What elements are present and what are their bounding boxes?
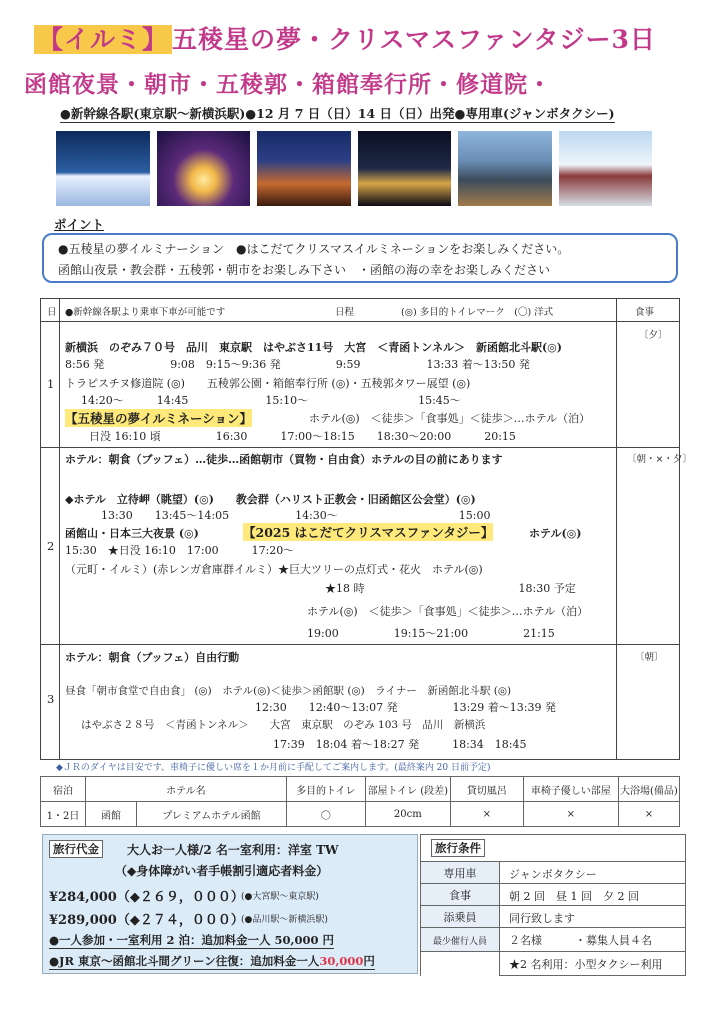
col-meal-header: 食事: [635, 307, 655, 318]
schedule-header-marks: (◎) 多目的トイレマーク (〇) 洋式: [401, 307, 554, 318]
day1-line1: 新横浜 のぞみ７０号 品川 東京駅 はやぶさ11号 大宮 ＜青函トンネル＞ 新函館北斗駅(◎): [65, 341, 562, 354]
condition-key: 添乗員: [421, 906, 500, 928]
day1-line2-times: 14:20〜 14:45 15:10〜 15:45〜: [81, 394, 461, 407]
day1-line3-times: 日没 16:10 頃 16:30 17:00〜18:15 18:30〜20:00 20:15: [89, 430, 516, 443]
condition-row-vehicle: [421, 861, 685, 884]
day2-christmas-fantasy-highlight: 【2025 はこだてクリスマスファンタジー】: [243, 525, 494, 540]
hotel-th-wheelchair-room: 車椅子優しい部屋: [523, 777, 618, 802]
condition-row-guide: [421, 905, 685, 928]
day2-line4-times: 19:00 19:15〜21:00 21:15: [307, 627, 555, 640]
page-title: [34, 20, 656, 56]
condition-key: 専用車: [421, 862, 500, 884]
day2-line1: ◆ホテル 立待岬（眺望）(◎) 教会群（ハリスト正教会・旧函館区公会堂）(◎): [65, 493, 476, 506]
hotel-th-name: ホテル名: [86, 777, 287, 802]
hakodate-cityscape-photo: [458, 131, 552, 206]
condition-value: 同行致します: [509, 912, 575, 925]
hotel-stay-days: 1・2日: [41, 802, 86, 827]
hotel-city: 函館: [86, 802, 137, 827]
condition-value: ２名様 ・募集人員４名: [509, 934, 652, 947]
day3-line1: 昼食「朝市食堂で自由食」 (◎) ホテル(◎)＜徒歩＞函館駅 (◎) ライナー 新函館北斗駅 (◎): [65, 685, 512, 697]
price-green-car-unit: 円: [363, 954, 375, 968]
price-green-car-text: ●JR 東京〜函館北斗間グリーン往復：追加料金一人: [49, 954, 320, 968]
points-label: ポイント: [54, 217, 105, 232]
goryokaku-snow-photo: [56, 131, 150, 206]
condition-row-min-participants: [421, 927, 685, 952]
day3-meal: 〔朝〕: [635, 652, 664, 663]
page-subtitle: 函館夜景・朝市・五稜郭・箱館奉行所・修道院・: [24, 71, 552, 98]
conditions-box: [420, 834, 686, 976]
jr-timetable-note: ◆ＪＲのダイヤは目安です、車椅子に優しい席を１か月前に手配してご案内します。(最終案内 20 日前予定): [56, 763, 491, 773]
schedule-header-center: 日程: [335, 307, 355, 318]
price-label: 旅行代金: [49, 840, 103, 858]
day2-line0: ホテル：朝食（ブッフェ）…徒歩…函館朝市（買物・自由食）ホテルの目の前にあります: [65, 453, 503, 466]
day2-number: 2: [47, 539, 55, 553]
day3-line2-times: 17:39 18:04 着〜18:27 発 18:34 18:45: [273, 738, 527, 751]
hotel-th-room-toilet: 部屋トイレ (段差): [365, 777, 450, 802]
condition-key: 食事: [421, 884, 500, 906]
day2-line2: 函館山・日本三大夜景 (◎): [65, 527, 199, 540]
day2-line2-times: 15:30 ★日没 16:10 17:00 17:20〜: [65, 544, 295, 557]
hotel-th-large-bath: 大浴場(備品): [618, 777, 679, 802]
condition-value: ジャンボタクシー: [509, 868, 597, 881]
photo-strip: [56, 131, 652, 206]
day1-line2: トラピスチヌ修道院 (◎) 五稜郭公園・箱館奉行所 (◎)・五稜郭タワー展望 (◎): [65, 377, 471, 390]
hotel-room-toilet: 20cm: [365, 802, 450, 827]
day2-line3-times: ★18 時 18:30 予定: [325, 582, 576, 595]
price-amount-2-note: (●品川駅〜新横浜駅): [241, 915, 328, 925]
points-line-2: 函館山夜景・教会群・五稜郭・朝市をお楽しみ下さい ・函館の海の幸をお楽しみください: [58, 263, 551, 277]
day3-line2: はやぶさ２８号 ＜青函トンネル＞ 大宮 東京駅 のぞみ 103 号 品川 新横浜: [81, 719, 486, 731]
price-green-car-amount: 30,000: [319, 954, 364, 968]
price-line2: （◆身体障がい者手帳割引適応者料金）: [115, 864, 329, 878]
price-amount-2: ¥289,000（◆２７４，０００）: [49, 913, 244, 928]
col-day-header: 日: [47, 307, 57, 318]
day2-line3: （元町・イルミ）(赤レンガ倉庫群イルミ）★巨大ツリーの点灯式・花火 ホテル(◎): [65, 563, 483, 576]
schedule-table: [40, 298, 692, 760]
title-tag: 【イルミ】: [34, 25, 172, 54]
hotel-th-stay: 宿泊: [41, 777, 86, 802]
conditions-label: 旅行条件: [431, 839, 485, 857]
day1-illumination-highlight: 【五稜星の夢イルミネーション】: [65, 411, 253, 426]
hotel-large-bath: ×: [618, 802, 679, 827]
day3-line0: ホテル：朝食（ブッフェ）自由行動: [65, 651, 240, 664]
hotel-private-bath: ×: [450, 802, 523, 827]
condition-value: 朝 2 回 昼 1 回 夕 2 回: [509, 890, 639, 903]
hotel-multi-toilet: 〇: [286, 802, 365, 827]
hotel-wheelchair-room: ×: [523, 802, 618, 827]
condition-row-meals: [421, 883, 685, 906]
price-line1: 大人お一人様/2 名一室利用：洋室 TW: [127, 843, 339, 857]
condition-extra: ★2 名利用：小型タクシー利用: [509, 958, 663, 971]
condition-row-extra: [421, 951, 685, 976]
bugyosho-snow-photo: [559, 131, 653, 206]
day1-number: 1: [47, 377, 55, 391]
price-amount-1: ¥284,000（◆２６９，０００）: [49, 890, 244, 905]
christmas-tree-photo: [157, 131, 251, 206]
price-green-car: [49, 953, 375, 970]
points-box: [42, 233, 678, 283]
price-box: [42, 834, 418, 974]
hotel-name: プレミアムホテル函館: [137, 802, 287, 827]
condition-key-empty: [421, 952, 500, 976]
condition-key: 最少催行人員: [421, 928, 500, 952]
schedule-header-note: ●新幹線各駅より乗車下車が可能です: [65, 307, 226, 318]
day1-line1-times: 8:56 発 9:08 9:15〜9:36 発 9:59 13:33 着〜13:50 発: [65, 358, 530, 371]
day3-line1-times: 12:30 12:40〜13:07 発 13:29 着〜13:39 発: [255, 701, 556, 714]
points-line-1: ●五稜星の夢イルミナーション ●はこだてクリスマスイルミネーションをお楽しみください。: [58, 242, 570, 256]
price-amount-1-note: (●大宮駅〜東京駅): [241, 892, 319, 902]
hotel-th-private-bath: 貸切風呂: [450, 777, 523, 802]
day2-meal: 〔朝・×・夕〕: [627, 454, 692, 465]
church-illumination-photo: [257, 131, 351, 206]
hotel-table: [40, 776, 680, 827]
day3-number: 3: [47, 692, 55, 706]
day1-line3: ホテル(◎) ＜徒歩＞「食事処」＜徒歩＞…ホテル（泊）: [309, 412, 591, 425]
day2-line1-times: 13:30 13:45〜14:05 14:30〜 15:00: [101, 509, 491, 522]
day2-line2-hotel: ホテル(◎): [529, 527, 582, 540]
hotel-th-multi-toilet: 多目的トイレ: [286, 777, 365, 802]
day1-meal: 〔夕〕: [639, 330, 668, 341]
day2-line4: ホテル(◎) ＜徒歩＞「食事処」＜徒歩＞…ホテル（泊）: [307, 605, 589, 618]
night-view-photo: [358, 131, 452, 206]
price-single-supplement: ●一人参加・一室利用 2 泊：追加料金一人 50,000 円: [49, 933, 335, 947]
title-text: 五稜星の夢・クリスマスファンタジー3日: [172, 25, 656, 54]
departure-info: ●新幹線各駅(東京駅〜新横浜駅)●12 月 7 日（日）14 日（日）出発●専用車(ジャンボタクシー): [60, 106, 615, 121]
